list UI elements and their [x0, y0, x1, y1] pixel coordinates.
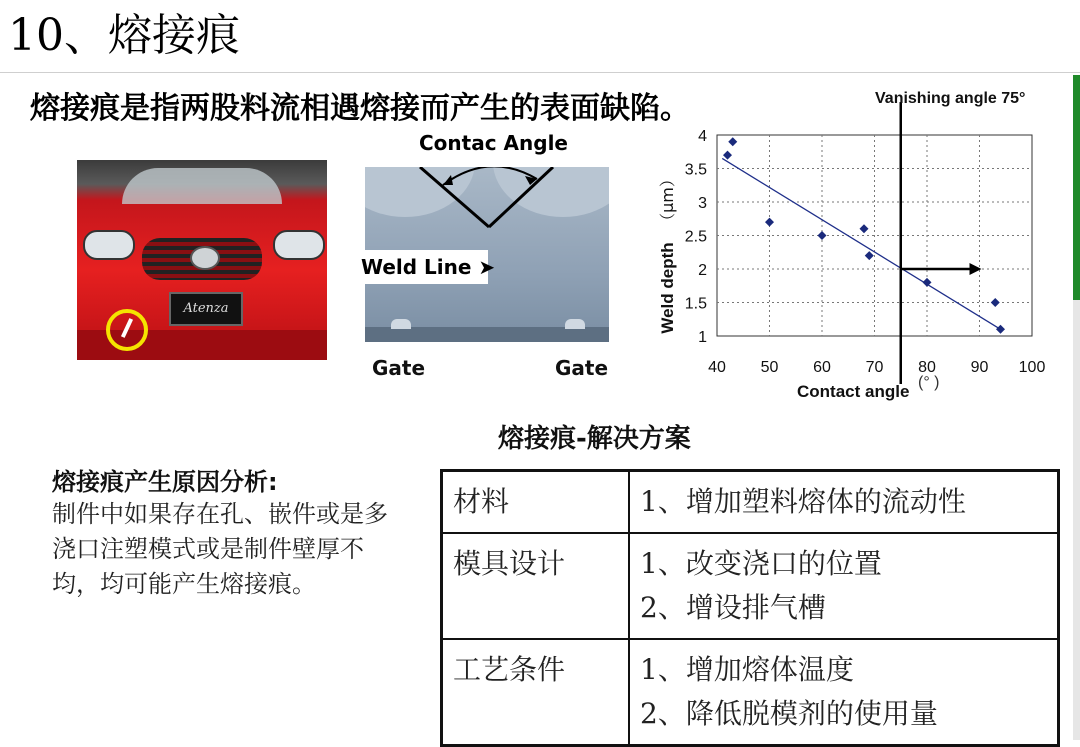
car-plate: Atenza: [169, 292, 243, 326]
measure-item: 1、增加塑料熔体的流动性: [640, 485, 966, 518]
car-logo: [190, 246, 220, 270]
category-cell: 模具设计: [442, 533, 630, 639]
car-photo: [77, 160, 327, 360]
y-tick-label: 2: [698, 262, 707, 279]
y-tick-label: 1: [698, 329, 707, 346]
x-tick-label: 100: [1018, 359, 1046, 376]
measures-cell: [629, 533, 1059, 639]
weld-depth-chart: [650, 80, 1070, 410]
side-bar: [1073, 300, 1080, 740]
vanishing-angle-annotation: Vanishing angle 75°: [875, 90, 1026, 107]
chart-canvas: [650, 80, 1070, 410]
x-tick-label: 90: [970, 359, 989, 376]
measures-cell: [629, 471, 1059, 534]
category-cell: 材料: [442, 471, 630, 534]
y-axis-label: Weld depth: [658, 242, 677, 334]
y-tick-label: 2.5: [684, 228, 707, 246]
y-tick-label: 3.5: [684, 161, 707, 179]
car-headlamp-left: [83, 230, 135, 260]
weld-line-text: Weld Line: [361, 255, 472, 279]
weld-line-label: [361, 255, 495, 279]
y-tick-label: 3: [698, 195, 707, 212]
car-headlamp-right: [273, 230, 325, 260]
gate-label-right: Gate: [555, 356, 609, 380]
slide-title: 10、熔接痕: [8, 10, 240, 61]
y-tick-label: 1.5: [684, 295, 707, 313]
y-axis-unit: （μm）: [658, 171, 677, 229]
x-tick-label: 60: [813, 359, 831, 376]
car-windshield: [122, 168, 282, 204]
y-tick-label: 4: [698, 128, 707, 145]
x-axis-unit: (° ): [918, 374, 940, 391]
table-row: [442, 639, 1059, 746]
measure-item: 1、增加熔体温度: [640, 653, 854, 686]
definition-text: 熔接痕是指两股料流相遇熔接而产生的表面缺陷。: [30, 91, 690, 126]
solution-table: [440, 469, 1060, 747]
measure-item: 2、降低脱模剂的使用量: [640, 697, 938, 730]
contact-angle-label: Contac Angle: [419, 131, 568, 155]
x-tick-label: 50: [760, 359, 779, 376]
x-tick-label: 80: [918, 359, 936, 376]
analysis-text: 制件中如果存在孔、嵌件或是多浇口注塑模式或是制件壁厚不均，均可能产生熔接痕。: [52, 500, 388, 598]
table-row: [442, 471, 1059, 534]
x-tick-label: 70: [865, 359, 884, 376]
measures-cell: [629, 639, 1059, 746]
table-row: [442, 533, 1059, 639]
x-tick-label: 40: [708, 359, 726, 376]
measure-item: 1、改变浇口的位置: [640, 547, 882, 580]
category-cell: 工艺条件: [442, 639, 630, 746]
analysis-heading: 熔接痕产生原因分析:: [52, 468, 278, 496]
weld-line-arrow-icon: ➤: [471, 255, 496, 279]
accent-bar: [1073, 75, 1080, 300]
gate-label-left: Gate: [372, 356, 426, 380]
measure-item: 2、增设排气槽: [640, 591, 826, 624]
solution-title: 熔接痕-解决方案: [498, 424, 691, 454]
title-divider: [0, 72, 1080, 73]
x-axis-label: Contact angle: [797, 382, 910, 401]
